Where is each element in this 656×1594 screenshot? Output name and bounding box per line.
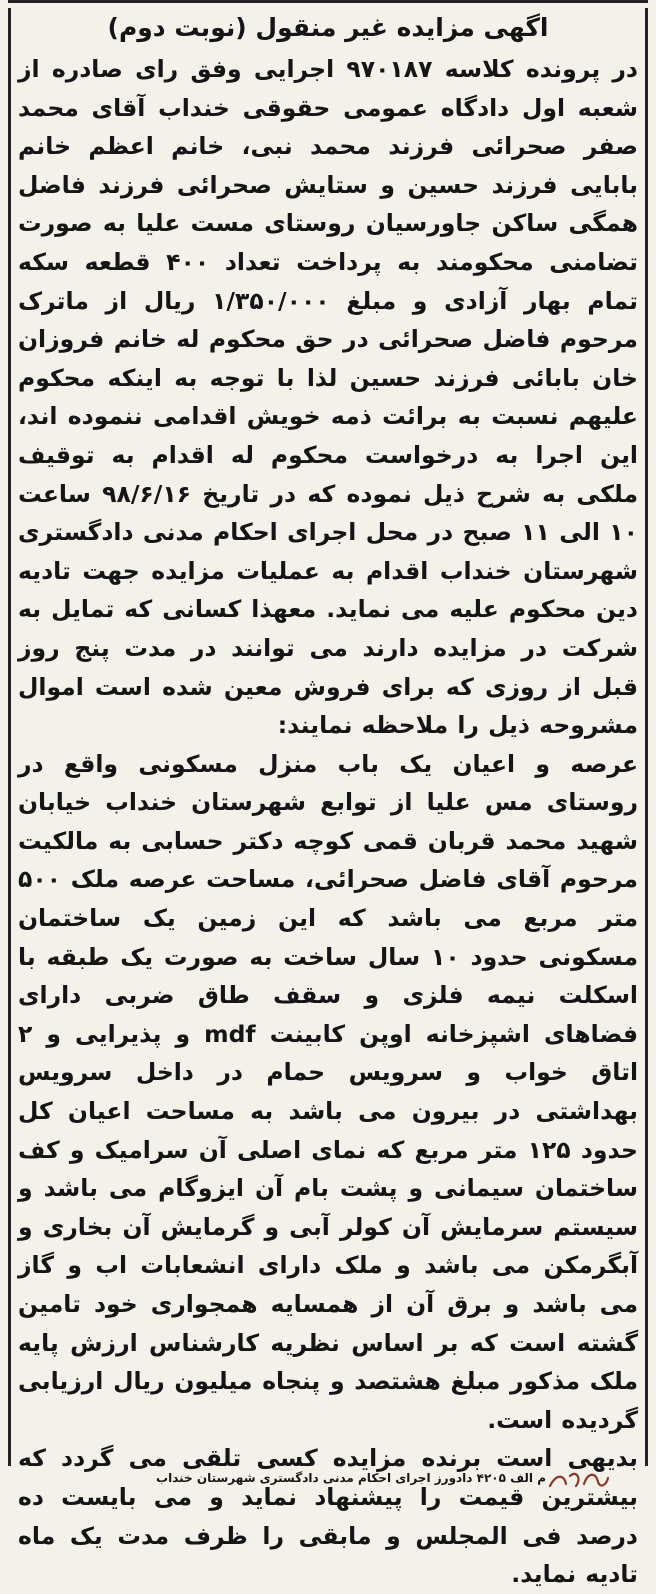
notice-title: اگهی مزایده غیر منقول (نوبت دوم) [107,13,549,42]
notice-paragraph-case: در پرونده کلاسه ۹۷۰۱۸۷ اجرایی وفق رای صادره از شعبه اول دادگاه عمومی حقوقی خنداب آقای محمد صفر صحرائی فرزند محمد نبی، خانم اعظم خانم بابایی فرزند حسین و ستایش صحرائی فرزند فاضل همگی ساکن جاورسیان روستای مست علیا به صورت تضامنی محکومند به پرداخت تعداد ۴۰۰ قطعه سکه تمام بهار آزادی و مبلغ ۱/۳۵۰/۰۰۰ ریال از ماترک مرحوم فاضل صحرائی در حق محکوم له خانم فروزان خان بابائی فرزند حسین لذا با توجه به اینکه محکوم علیهم نسبت به برائت ذمه خویش اقدامی ننموده اند، این اجرا به درخواست محکوم له اقدام به توقیف ملکی به شرح ذیل نموده که در تاریخ ۹۸/۶/۱۶ ساعت ۱۰ الی ۱۱ صبح در محل اجرای احکام مدنی دادگستری شهرستان خنداب اقدام به عملیات مزایده جهت تادیه دین محکوم علیه می نماید. معهذا کسانی که تمایل به شرکت در مزایده دارند می توانند در مدت پنج روز قبل از روزی که برای فروش معین شده است اموال مشروحه ذیل را ملاحظه نمایند: [18,55,639,740]
notice-body [18,10,638,1594]
notice-paragraph-terms: بدیهی است برنده مزایده کسی تلقی می گردد که بیشترین قیمت را پیشنهاد نماید و می بایست ده درصد فی المجلس و مابقی را ظرف مدت یک ماه تادیه نماید. [18,1444,638,1589]
notice-paragraph-property: عرصه و اعیان یک باب منزل مسکونی واقع در روستای مس علیا از توابع شهرستان خنداب خیابان شهید محمد قربان قمی کوچه دکتر حسابی به مالکیت مرحوم آقای فاضل صحرائی، مساحت عرصه ملک ۵۰۰ متر مربع می باشد که این زمین یک ساختمان مسکونی حدود ۱۰ سال ساخت به صورت یک طبقه با اسکلت نیمه فلزی و سقف طاق ضربی دارای فضاهای اشپزخانه اوپن کابینت mdf و پذیرایی و ۲ اتاق خواب و سرویس حمام در داخل سرویس بهداشتی در بیرون می باشد به مساحت اعیان کل حدود ۱۲۵ متر مربع که نمای اصلی آن سرامیک و کف ساختمان سیمانی و پشت بام آن ایزوگام می باشد و سیستم سرمایش آن کولر آبی و گرمایش آن بخاری و آبگرمکن می باشد و ملک دارای انشعابات اب و گاز می باشد و برق آن از همسایه همجواری خود تامین گشته است که بر اساس نظریه کارشناس ارزش پایه ملک مذکور مبلغ هشتصد و پنجاه میلیون ریال ارزیابی گردیده است. [18,749,638,1434]
notice-footer: م الف ۴۲۰۵ دادورز اجرای احکام مدنی دادگستری شهرستان خنداب [156,1471,546,1485]
handwritten-mark-icon [546,1466,610,1492]
